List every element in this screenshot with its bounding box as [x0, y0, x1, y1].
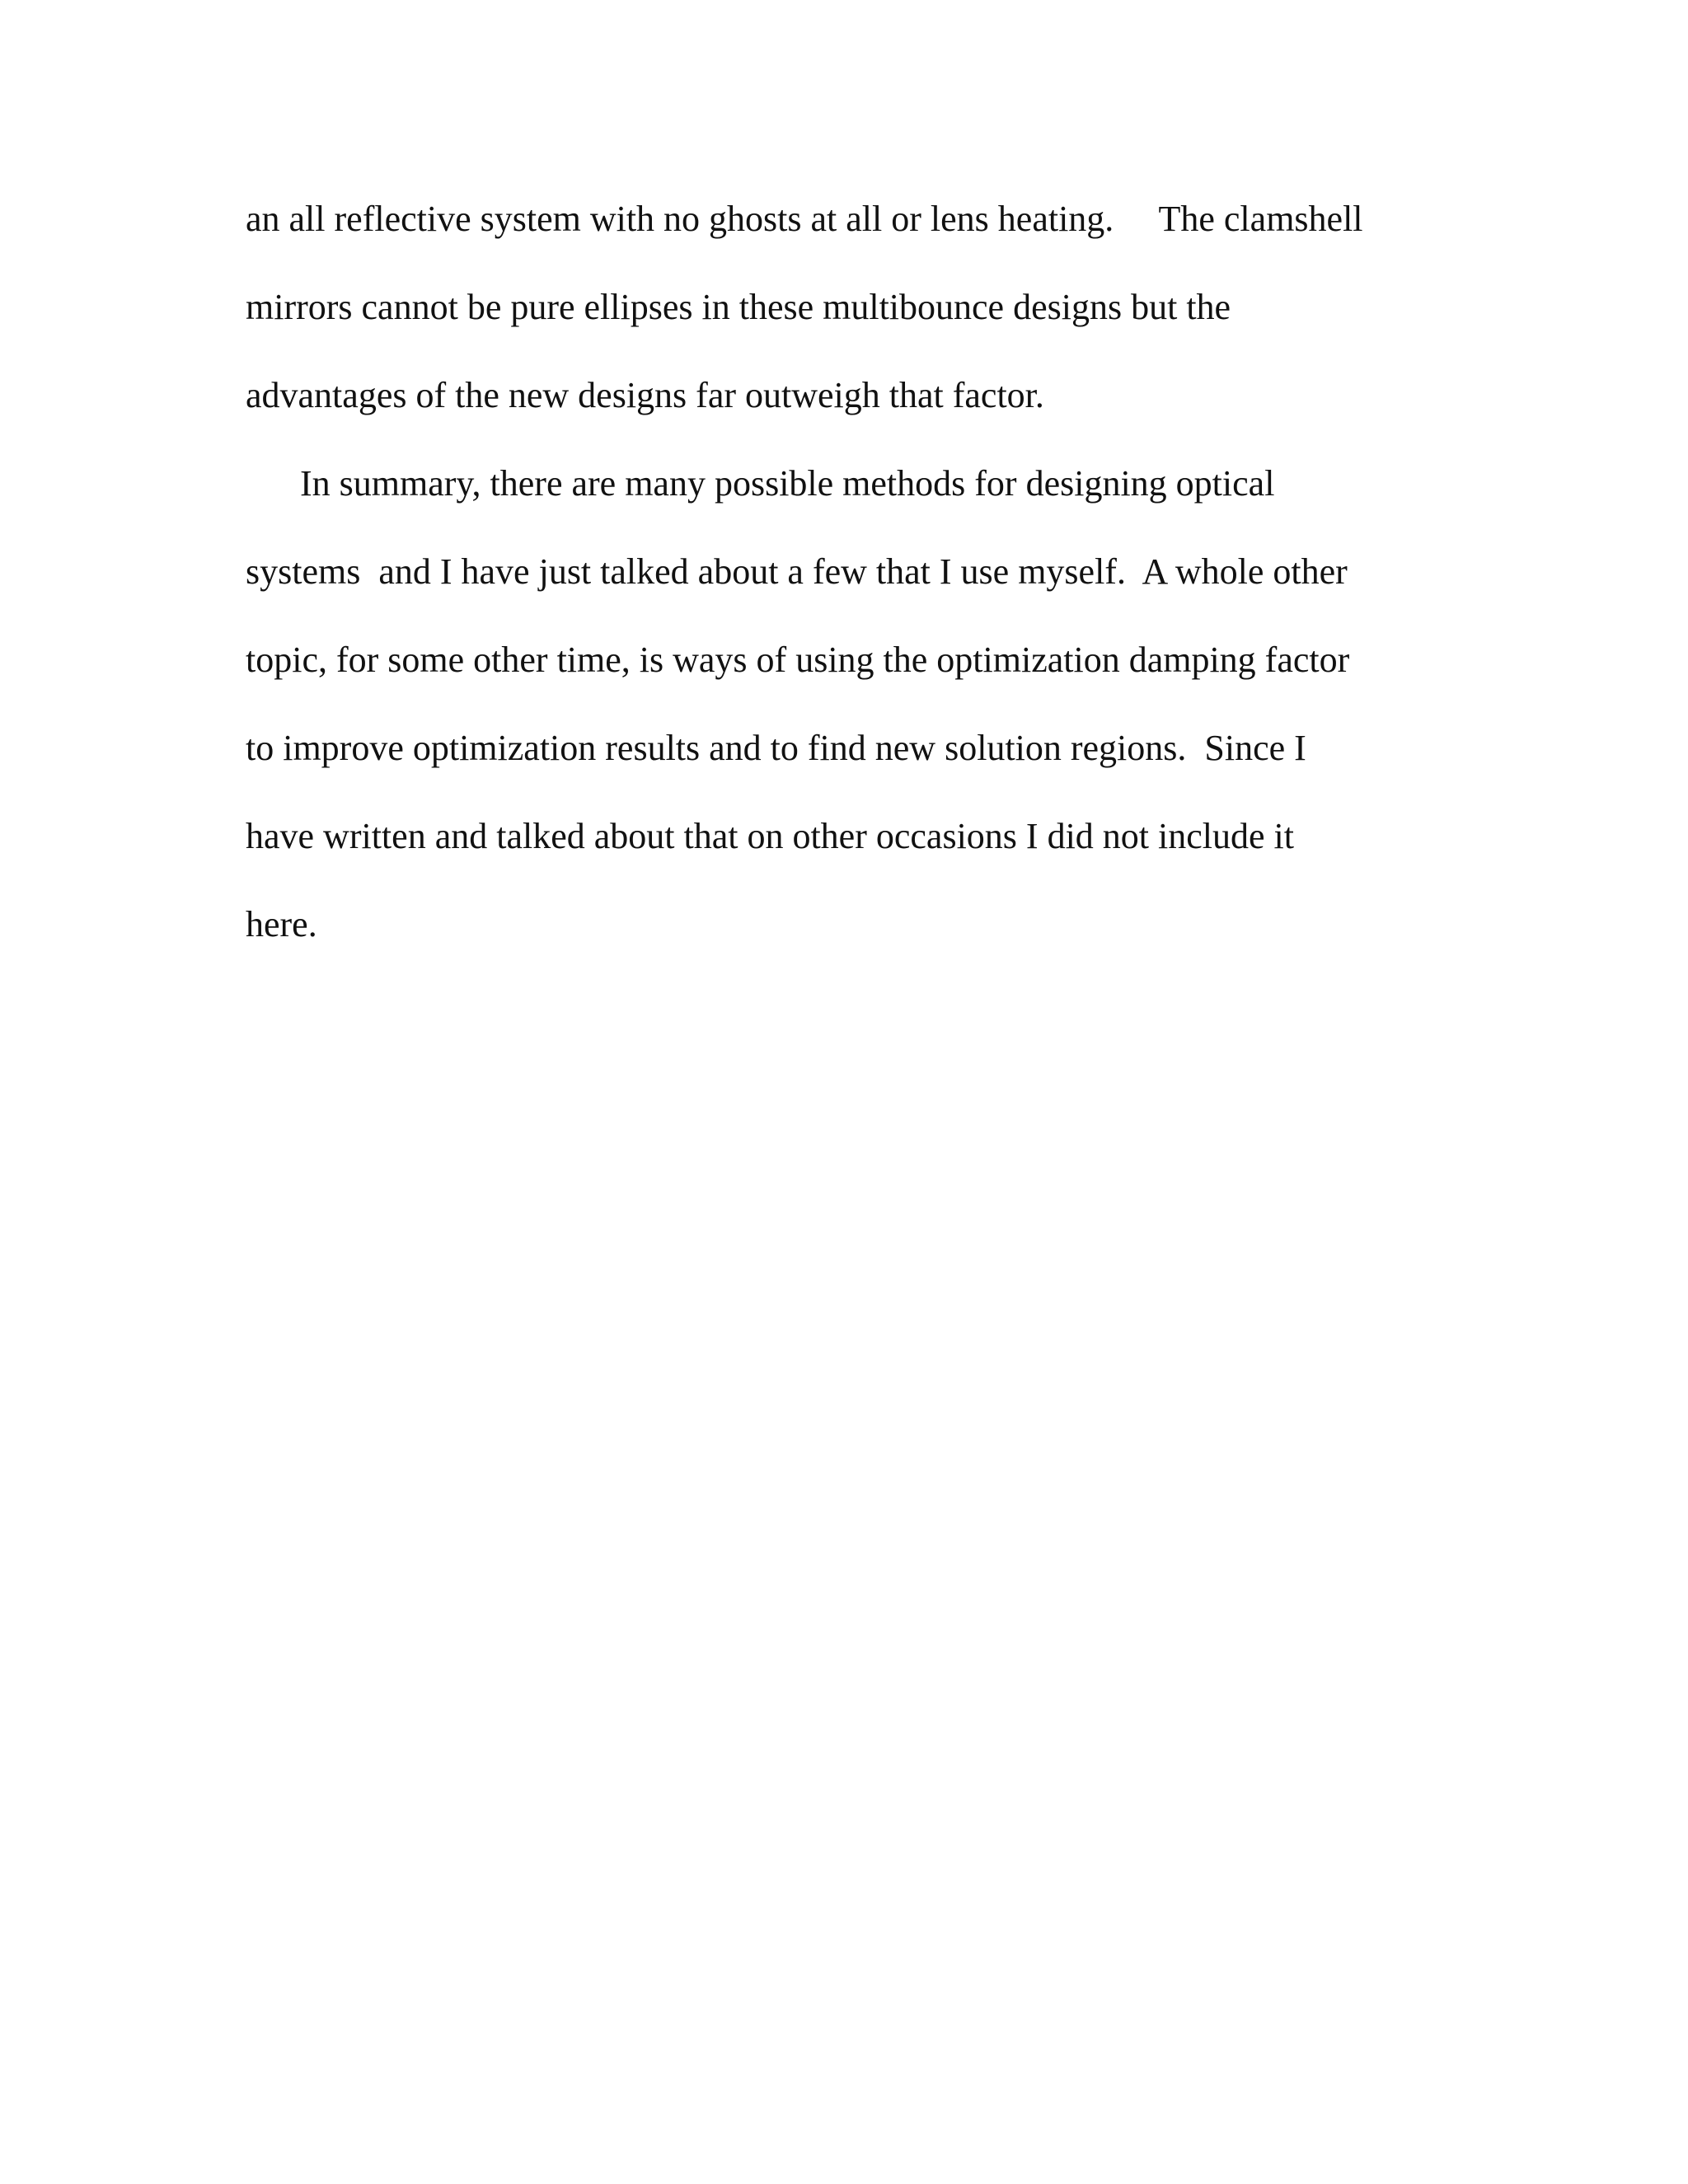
body-text — [246, 186, 1449, 980]
text-line: an all reflective system with no ghosts at all or lens heating. The clamshell — [246, 199, 1363, 239]
text-line: to improve optimization results and to find new solution regions. Since I — [246, 728, 1306, 768]
text-line: topic, for some other time, is ways of using the optimization damping factor — [246, 640, 1350, 680]
text-line: have written and talked about that on other occasions I did not include it — [246, 816, 1294, 856]
text-line: mirrors cannot be pure ellipses in these multibounce designs but the — [246, 287, 1231, 327]
text-line: In summary, there are many possible methods for designing optical — [246, 463, 1275, 504]
text-line: here. — [246, 904, 317, 944]
text-line: advantages of the new designs far outweigh that factor. — [246, 375, 1044, 415]
text-line: systems and I have just talked about a few that I use myself. A whole other — [246, 551, 1348, 592]
